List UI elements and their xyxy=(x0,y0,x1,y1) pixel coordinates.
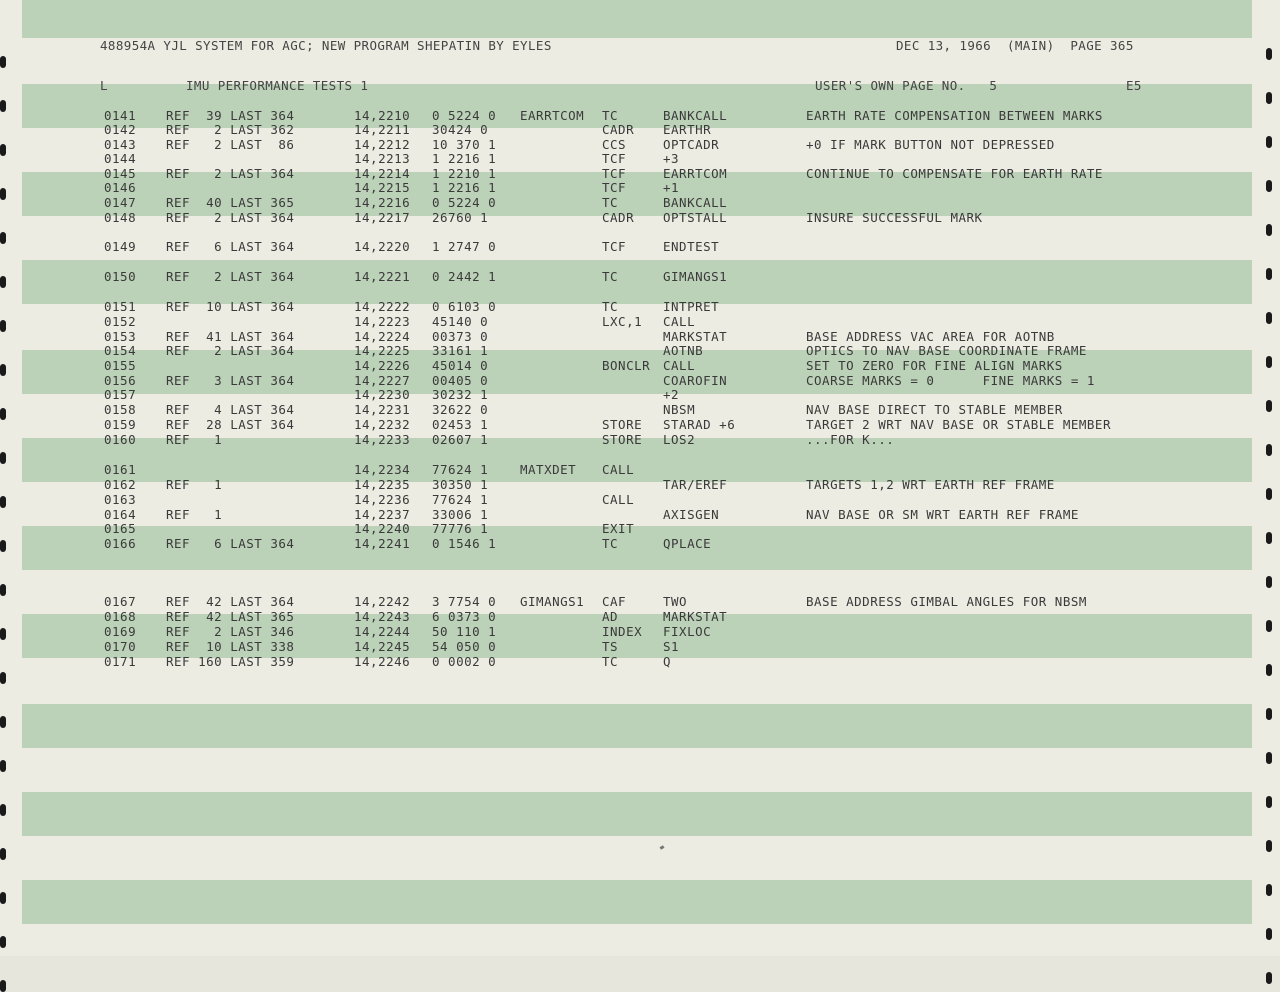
line-number: 0163 xyxy=(104,492,137,507)
line-number: 0159 xyxy=(104,417,137,432)
listing-row xyxy=(0,358,1280,373)
opcode: TCF xyxy=(602,166,627,181)
line-number: 0155 xyxy=(104,358,137,373)
opcode: TC xyxy=(602,299,619,314)
octal-word: 77776 1 xyxy=(432,521,489,536)
section-tag: L xyxy=(100,78,108,93)
octal-word: 54 050 0 xyxy=(432,639,497,654)
octal-word: 0 0002 0 xyxy=(432,654,497,669)
address: 14,2215 xyxy=(354,180,411,195)
symbol-label: GIMANGS1 xyxy=(520,594,585,609)
opcode: CALL xyxy=(602,462,635,477)
address: 14,2234 xyxy=(354,462,411,477)
listing-header-left: 488954A YJL SYSTEM FOR AGC; NEW PROGRAM SHEPATIN BY EYLES xyxy=(100,38,552,53)
address: 14,2211 xyxy=(354,122,411,137)
octal-word: 30424 0 xyxy=(432,122,489,137)
listing-row xyxy=(0,210,1280,225)
octal-word: 1 2747 0 xyxy=(432,239,497,254)
reference: REF 2 LAST 364 xyxy=(166,269,295,284)
comment: BASE ADDRESS VAC AREA FOR AOTNB xyxy=(806,329,1055,344)
operand: OPTCADR xyxy=(663,137,720,152)
right-feed-hole xyxy=(1266,796,1272,808)
reference: REF 10 LAST 364 xyxy=(166,299,295,314)
listing-row xyxy=(0,151,1280,166)
left-feed-hole xyxy=(0,760,6,772)
listing-row xyxy=(0,299,1280,314)
reference: REF 160 LAST 359 xyxy=(166,654,295,669)
green-band xyxy=(22,0,1252,38)
reference: REF 42 LAST 365 xyxy=(166,609,295,624)
line-number: 0168 xyxy=(104,609,137,624)
comment: EARTH RATE COMPENSATION BETWEEN MARKS xyxy=(806,108,1103,123)
line-number: 0158 xyxy=(104,402,137,417)
reference: REF 2 LAST 362 xyxy=(166,122,295,137)
right-feed-hole xyxy=(1266,92,1272,104)
opcode: EXIT xyxy=(602,521,635,536)
address: 14,2232 xyxy=(354,417,411,432)
line-number: 0145 xyxy=(104,166,137,181)
line-number: 0144 xyxy=(104,151,137,166)
listing-row xyxy=(0,329,1280,344)
octal-word: 02607 1 xyxy=(432,432,489,447)
left-feed-hole xyxy=(0,804,6,816)
listing-row xyxy=(0,594,1280,609)
opcode: CAF xyxy=(602,594,627,609)
listing-row xyxy=(0,432,1280,447)
octal-word: 1 2216 1 xyxy=(432,180,497,195)
opcode: AD xyxy=(602,609,619,624)
address: 14,2233 xyxy=(354,432,411,447)
address: 14,2237 xyxy=(354,507,411,522)
octal-word: 3 7754 0 xyxy=(432,594,497,609)
listing-row xyxy=(0,609,1280,624)
opcode: TCF xyxy=(602,151,627,166)
line-number: 0153 xyxy=(104,329,137,344)
operand: ENDTEST xyxy=(663,239,720,254)
address: 14,2242 xyxy=(354,594,411,609)
listing-row xyxy=(0,654,1280,669)
comment: CONTINUE TO COMPENSATE FOR EARTH RATE xyxy=(806,166,1103,181)
operand: S1 xyxy=(663,639,680,654)
address: 14,2223 xyxy=(354,314,411,329)
listing-row xyxy=(0,122,1280,137)
operand: BANKCALL xyxy=(663,108,728,123)
reference: REF 10 LAST 338 xyxy=(166,639,295,654)
user-page-number: USER'S OWN PAGE NO. 5 xyxy=(815,78,998,93)
right-feed-hole xyxy=(1266,928,1272,940)
line-number: 0170 xyxy=(104,639,137,654)
opcode: TC xyxy=(602,536,619,551)
reference: REF 3 LAST 364 xyxy=(166,373,295,388)
operand: +3 xyxy=(663,151,680,166)
operand: INTPRET xyxy=(663,299,720,314)
operand: +2 xyxy=(663,387,680,402)
listing-row xyxy=(0,137,1280,152)
reference: REF 4 LAST 364 xyxy=(166,402,295,417)
octal-word: 0 5224 0 xyxy=(432,108,497,123)
octal-word: 1 2216 1 xyxy=(432,151,497,166)
listing-row xyxy=(0,639,1280,654)
line-number: 0149 xyxy=(104,239,137,254)
listing-row xyxy=(0,417,1280,432)
line-number: 0162 xyxy=(104,477,137,492)
comment: OPTICS TO NAV BASE COORDINATE FRAME xyxy=(806,343,1087,358)
listing-row xyxy=(0,536,1280,551)
line-number: 0167 xyxy=(104,594,137,609)
line-number: 0165 xyxy=(104,521,137,536)
operand: TWO xyxy=(663,594,688,609)
octal-word: 45014 0 xyxy=(432,358,489,373)
octal-word: 1 2210 1 xyxy=(432,166,497,181)
left-feed-hole xyxy=(0,716,6,728)
address: 14,2244 xyxy=(354,624,411,639)
reference: REF 1 xyxy=(166,432,223,447)
octal-word: 30350 1 xyxy=(432,477,489,492)
operand: BANKCALL xyxy=(663,195,728,210)
octal-word: 30232 1 xyxy=(432,387,489,402)
opcode: CADR xyxy=(602,122,635,137)
line-number: 0161 xyxy=(104,462,137,477)
left-feed-hole xyxy=(0,892,6,904)
opcode: INDEX xyxy=(602,624,643,639)
octal-word: 45140 0 xyxy=(432,314,489,329)
reference: REF 2 LAST 346 xyxy=(166,624,295,639)
listing-row xyxy=(0,492,1280,507)
operand: TAR/EREF xyxy=(663,477,728,492)
address: 14,2212 xyxy=(354,137,411,152)
opcode: TC xyxy=(602,654,619,669)
right-feed-hole xyxy=(1266,48,1272,60)
comment: ...FOR K... xyxy=(806,432,895,447)
address: 14,2221 xyxy=(354,269,411,284)
opcode: TC xyxy=(602,108,619,123)
listing-row xyxy=(0,624,1280,639)
address: 14,2210 xyxy=(354,108,411,123)
reference: REF 41 LAST 364 xyxy=(166,329,295,344)
left-feed-hole xyxy=(0,56,6,68)
operand: AXISGEN xyxy=(663,507,720,522)
reference: REF 1 xyxy=(166,477,223,492)
octal-word: 77624 1 xyxy=(432,492,489,507)
right-feed-hole xyxy=(1266,224,1272,236)
line-number: 0147 xyxy=(104,195,137,210)
opcode: TC xyxy=(602,195,619,210)
opcode: STORE xyxy=(602,432,643,447)
listing-row xyxy=(0,521,1280,536)
opcode: CADR xyxy=(602,210,635,225)
line-number: 0143 xyxy=(104,137,137,152)
reference: REF 40 LAST 365 xyxy=(166,195,295,210)
line-number: 0171 xyxy=(104,654,137,669)
opcode: LXC,1 xyxy=(602,314,643,329)
reference: REF 2 LAST 364 xyxy=(166,166,295,181)
reference: REF 28 LAST 364 xyxy=(166,417,295,432)
reference: REF 42 LAST 364 xyxy=(166,594,295,609)
reference: REF 2 LAST 364 xyxy=(166,343,295,358)
address: 14,2216 xyxy=(354,195,411,210)
page-code: E5 xyxy=(1126,78,1142,93)
operand: FIXLOC xyxy=(663,624,712,639)
octal-word: 50 110 1 xyxy=(432,624,497,639)
listing-row xyxy=(0,239,1280,254)
listing-row xyxy=(0,314,1280,329)
address: 14,2243 xyxy=(354,609,411,624)
line-number: 0148 xyxy=(104,210,137,225)
octal-word: 33006 1 xyxy=(432,507,489,522)
operand: CALL xyxy=(663,314,696,329)
line-number: 0164 xyxy=(104,507,137,522)
opcode: TCF xyxy=(602,180,627,195)
opcode: TS xyxy=(602,639,619,654)
green-band xyxy=(22,792,1252,836)
line-number: 0150 xyxy=(104,269,137,284)
address: 14,2241 xyxy=(354,536,411,551)
opcode: TC xyxy=(602,269,619,284)
comment: NAV BASE DIRECT TO STABLE MEMBER xyxy=(806,402,1063,417)
reference: REF 6 LAST 364 xyxy=(166,536,295,551)
left-feed-hole xyxy=(0,848,6,860)
address: 14,2236 xyxy=(354,492,411,507)
left-feed-hole xyxy=(0,672,6,684)
address: 14,2220 xyxy=(354,239,411,254)
octal-word: 10 370 1 xyxy=(432,137,497,152)
address: 14,2224 xyxy=(354,329,411,344)
octal-word: 6 0373 0 xyxy=(432,609,497,624)
listing-row xyxy=(0,477,1280,492)
right-feed-hole xyxy=(1266,884,1272,896)
symbol-label: EARRTCOM xyxy=(520,108,585,123)
opcode: CCS xyxy=(602,137,627,152)
listing-row xyxy=(0,180,1280,195)
line-number: 0152 xyxy=(104,314,137,329)
octal-word: 0 5224 0 xyxy=(432,195,497,210)
operand: GIMANGS1 xyxy=(663,269,728,284)
address: 14,2245 xyxy=(354,639,411,654)
address: 14,2227 xyxy=(354,373,411,388)
line-number: 0146 xyxy=(104,180,137,195)
operand: AOTNB xyxy=(663,343,704,358)
operand: Q xyxy=(663,654,672,669)
reference: REF 2 LAST 86 xyxy=(166,137,295,152)
listing-row xyxy=(0,269,1280,284)
comment: TARGET 2 WRT NAV BASE OR STABLE MEMBER xyxy=(806,417,1111,432)
right-feed-hole xyxy=(1266,840,1272,852)
left-feed-hole xyxy=(0,936,6,948)
green-band xyxy=(22,704,1252,748)
right-feed-hole xyxy=(1266,752,1272,764)
listing-row xyxy=(0,343,1280,358)
octal-word: 0 1546 1 xyxy=(432,536,497,551)
operand: STARAD +6 xyxy=(663,417,736,432)
green-band xyxy=(22,880,1252,924)
comment: +0 IF MARK BUTTON NOT DEPRESSED xyxy=(806,137,1055,152)
reference: REF 39 LAST 364 xyxy=(166,108,295,123)
address: 14,2213 xyxy=(354,151,411,166)
ink-speck xyxy=(660,845,665,850)
address: 14,2230 xyxy=(354,387,411,402)
right-feed-hole xyxy=(1266,708,1272,720)
reference: REF 6 LAST 364 xyxy=(166,239,295,254)
address: 14,2225 xyxy=(354,343,411,358)
line-number: 0154 xyxy=(104,343,137,358)
line-number: 0169 xyxy=(104,624,137,639)
symbol-label: MATXDET xyxy=(520,462,577,477)
comment: COARSE MARKS = 0 FINE MARKS = 1 xyxy=(806,373,1095,388)
line-number: 0151 xyxy=(104,299,137,314)
listing-row xyxy=(0,387,1280,402)
address: 14,2240 xyxy=(354,521,411,536)
address: 14,2226 xyxy=(354,358,411,373)
octal-word: 33161 1 xyxy=(432,343,489,358)
listing-row xyxy=(0,195,1280,210)
opcode: CALL xyxy=(602,492,635,507)
listing-row xyxy=(0,507,1280,522)
line-number: 0157 xyxy=(104,387,137,402)
listing-row xyxy=(0,108,1280,123)
left-feed-hole xyxy=(0,980,6,992)
address: 14,2222 xyxy=(354,299,411,314)
operand: +1 xyxy=(663,180,680,195)
address: 14,2217 xyxy=(354,210,411,225)
address: 14,2246 xyxy=(354,654,411,669)
line-number: 0156 xyxy=(104,373,137,388)
address: 14,2235 xyxy=(354,477,411,492)
operand: QPLACE xyxy=(663,536,712,551)
comment: TARGETS 1,2 WRT EARTH REF FRAME xyxy=(806,477,1055,492)
operand: EARRTCOM xyxy=(663,166,728,181)
operand: COAROFIN xyxy=(663,373,728,388)
operand: MARKSTAT xyxy=(663,329,728,344)
operand: CALL xyxy=(663,358,696,373)
comment: INSURE SUCCESSFUL MARK xyxy=(806,210,983,225)
opcode: BONCLR xyxy=(602,358,651,373)
line-number: 0166 xyxy=(104,536,137,551)
section-title: IMU PERFORMANCE TESTS 1 xyxy=(186,78,369,93)
octal-word: 0 6103 0 xyxy=(432,299,497,314)
comment: SET TO ZERO FOR FINE ALIGN MARKS xyxy=(806,358,1063,373)
reference: REF 1 xyxy=(166,507,223,522)
line-number: 0142 xyxy=(104,122,137,137)
opcode: STORE xyxy=(602,417,643,432)
opcode: TCF xyxy=(602,239,627,254)
comment: NAV BASE OR SM WRT EARTH REF FRAME xyxy=(806,507,1079,522)
right-feed-hole xyxy=(1266,576,1272,588)
octal-word: 00373 0 xyxy=(432,329,489,344)
reference: REF 2 LAST 364 xyxy=(166,210,295,225)
line-number: 0141 xyxy=(104,108,137,123)
listing-row xyxy=(0,166,1280,181)
operand: EARTHR xyxy=(663,122,712,137)
octal-word: 77624 1 xyxy=(432,462,489,477)
listing-row xyxy=(0,402,1280,417)
octal-word: 02453 1 xyxy=(432,417,489,432)
right-feed-hole xyxy=(1266,972,1272,984)
operand: LOS2 xyxy=(663,432,696,447)
octal-word: 32622 0 xyxy=(432,402,489,417)
listing-row xyxy=(0,462,1280,477)
operand: MARKSTAT xyxy=(663,609,728,624)
address: 14,2214 xyxy=(354,166,411,181)
octal-word: 26760 1 xyxy=(432,210,489,225)
comment: BASE ADDRESS GIMBAL ANGLES FOR NBSM xyxy=(806,594,1087,609)
operand: OPTSTALL xyxy=(663,210,728,225)
octal-word: 0 2442 1 xyxy=(432,269,497,284)
listing-header-right: DEC 13, 1966 (MAIN) PAGE 365 xyxy=(896,38,1134,53)
line-number: 0160 xyxy=(104,432,137,447)
address: 14,2231 xyxy=(354,402,411,417)
listing-row xyxy=(0,373,1280,388)
operand: NBSM xyxy=(663,402,696,417)
octal-word: 00405 0 xyxy=(432,373,489,388)
